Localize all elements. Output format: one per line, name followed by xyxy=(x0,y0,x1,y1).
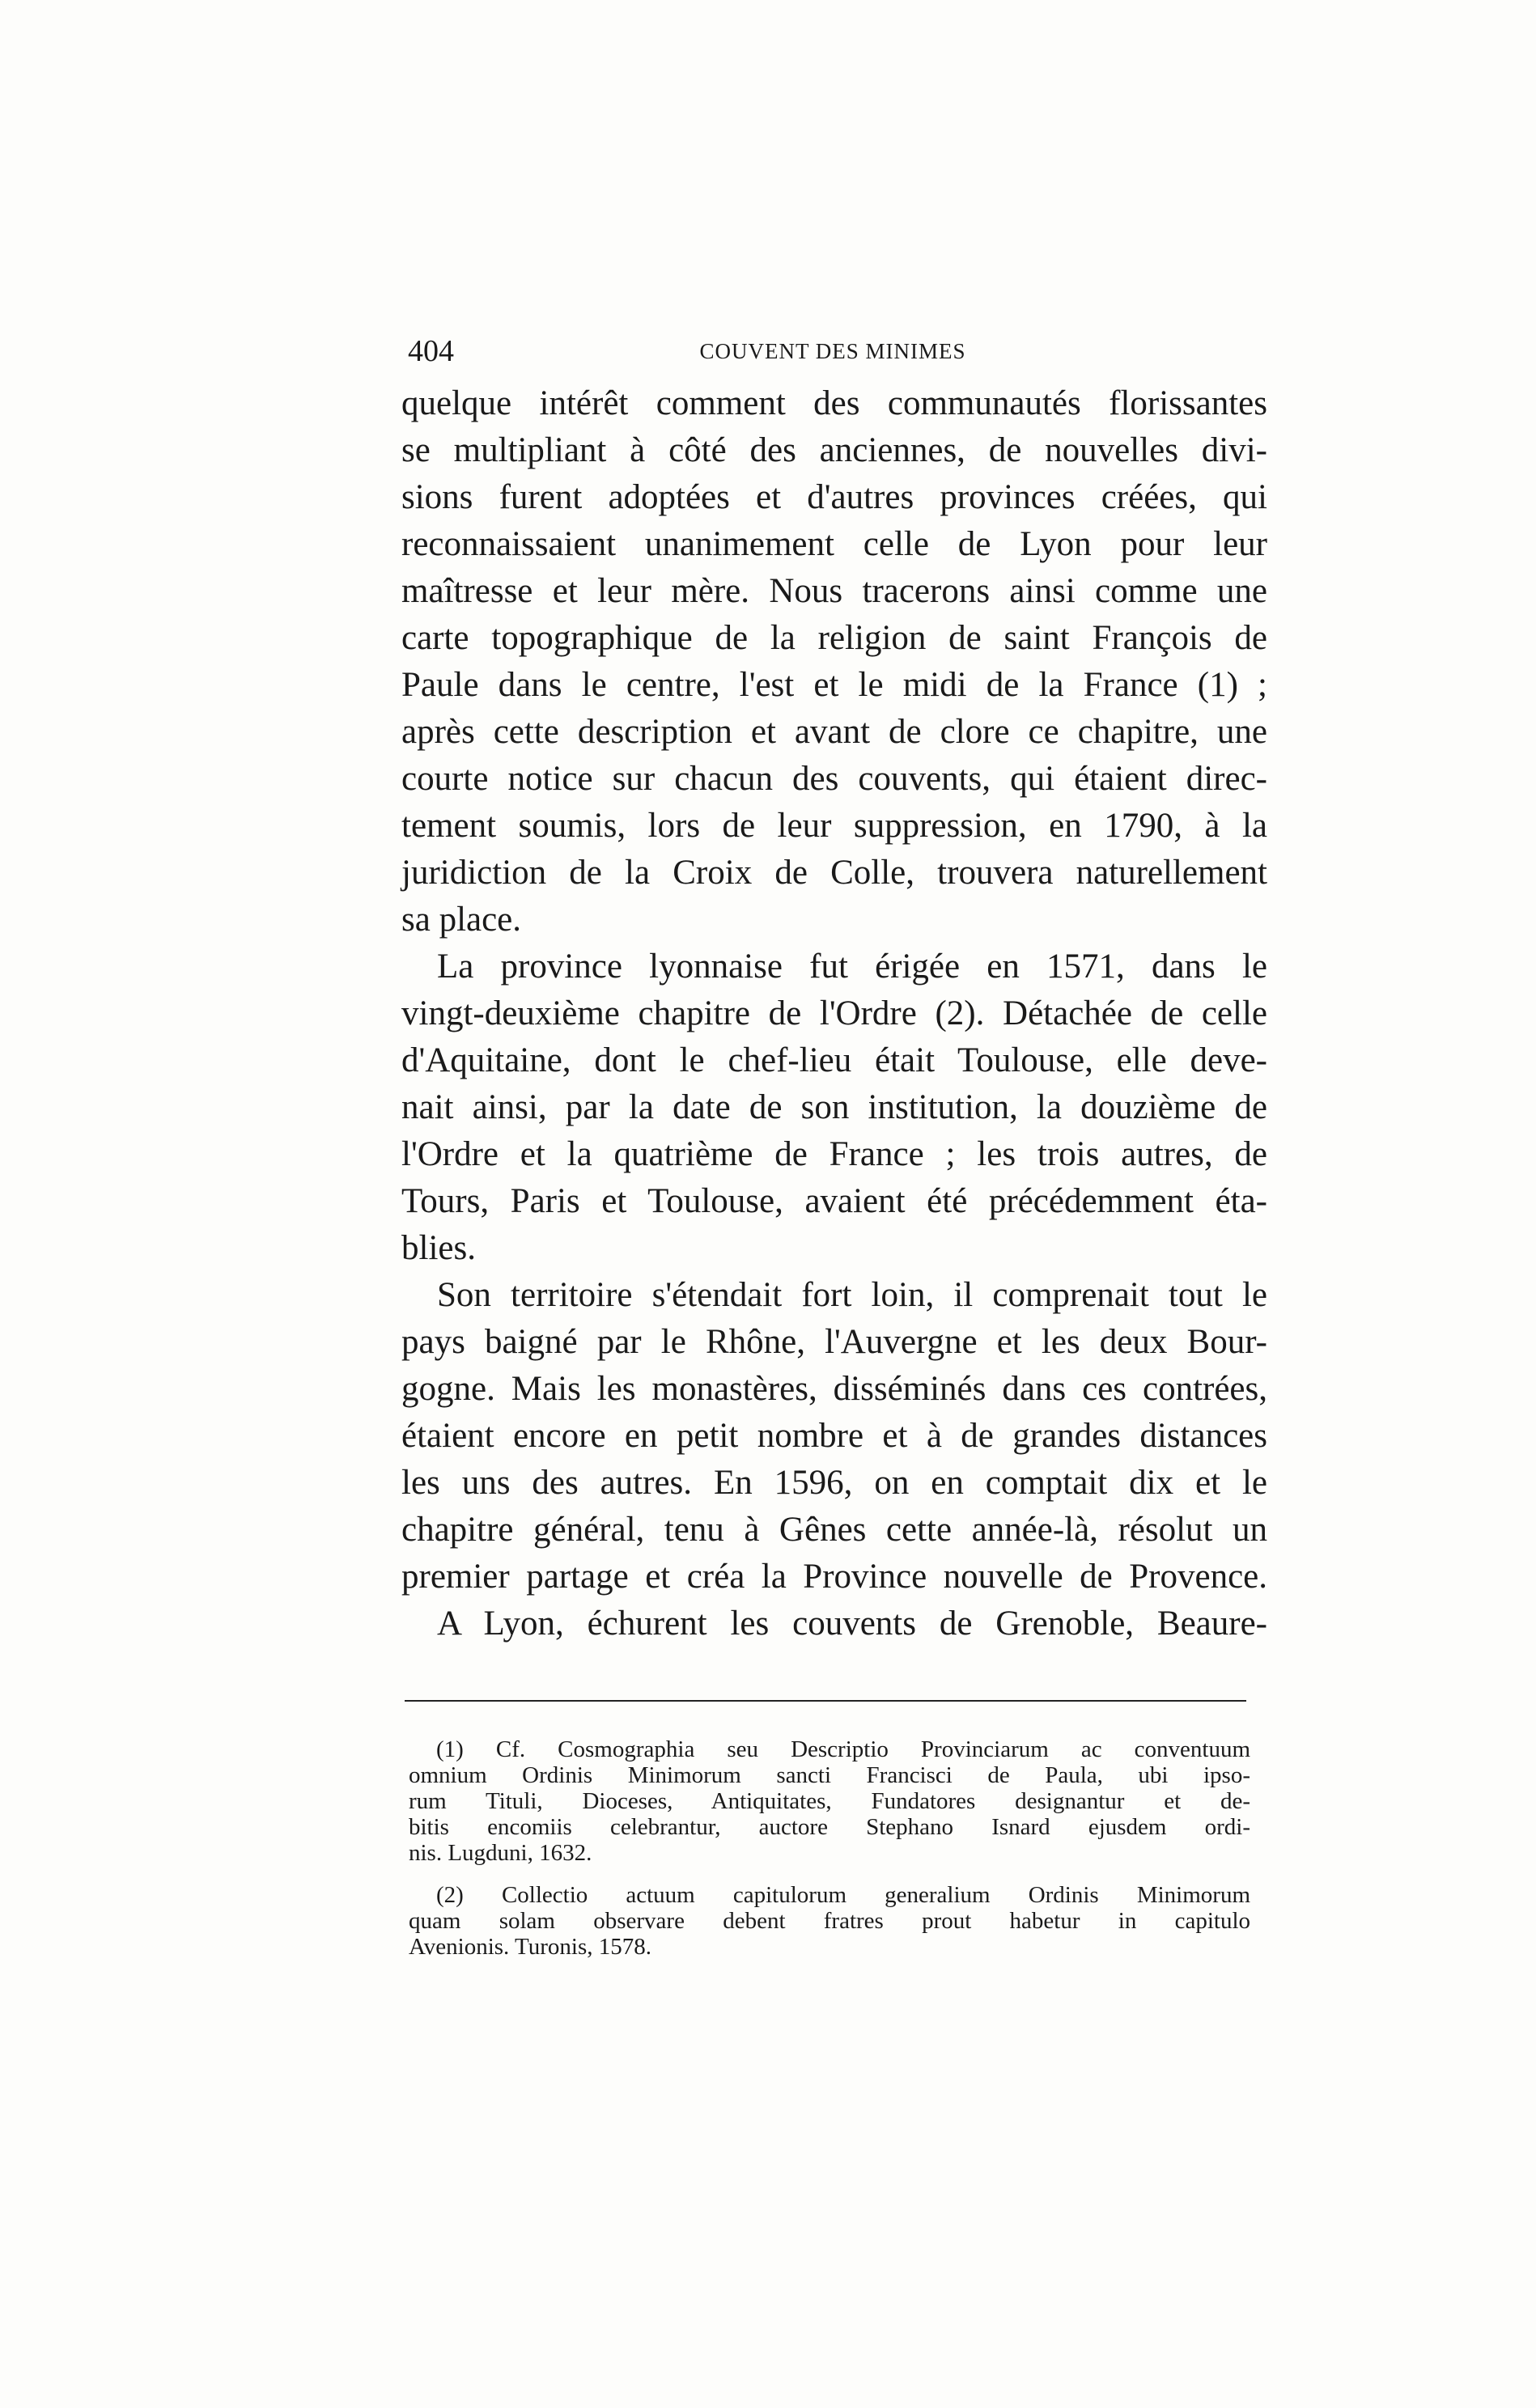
text-line: maîtresse et leur mère. Nous tracerons ainsi comme une xyxy=(401,572,1267,610)
text-line: juridiction de la Croix de Colle, trouvera naturellement xyxy=(401,854,1267,892)
page-header xyxy=(408,330,1258,372)
page-number: 404 xyxy=(408,334,454,368)
text-line: d'Aquitaine, dont le chef-lieu était Toulouse, elle deve- xyxy=(401,1041,1267,1079)
footnote-line: omnium Ordinis Minimorum sancti Francisci de Paula, ubi ipso- xyxy=(409,1762,1250,1788)
text-line: Tours, Paris et Toulouse, avaient été précédemment éta- xyxy=(401,1182,1267,1220)
footnote-line: (2) Collectio actuum capitulorum generalium Ordinis Minimorum xyxy=(436,1882,1250,1908)
text-line: pays baigné par le Rhône, l'Auvergne et les deux Bour- xyxy=(401,1323,1267,1361)
footnote-line: Avenionis. Turonis, 1578. xyxy=(409,1934,651,1960)
text-line: sa place. xyxy=(401,901,522,939)
text-line: se multipliant à côté des anciennes, de nouvelles divi- xyxy=(401,431,1267,469)
footnote-line: bitis encomiis celebrantur, auctore Stephano Isnard ejusdem ordi- xyxy=(409,1814,1250,1840)
text-line: A Lyon, échurent les couvents de Grenoble, Beaure- xyxy=(437,1605,1267,1643)
footnotes xyxy=(409,1736,1250,1960)
footnote-divider xyxy=(405,1700,1246,1702)
text-line: sions furent adoptées et d'autres provinces créées, qui xyxy=(401,478,1267,516)
running-title: COUVENT DES MINIMES xyxy=(699,339,966,363)
text-line: gogne. Mais les monastères, disséminés dans ces contrées, xyxy=(401,1370,1267,1408)
text-line: premier partage et créa la Province nouvelle de Provence. xyxy=(401,1558,1267,1596)
text-line: Paule dans le centre, l'est et le midi de la France (1) ; xyxy=(401,666,1267,704)
text-line: les uns des autres. En 1596, on en comptait dix et le xyxy=(401,1464,1267,1502)
text-line: tement soumis, lors de leur suppression, en 1790, à la xyxy=(401,807,1267,845)
text-line: nait ainsi, par la date de son institution, la douzième de xyxy=(401,1088,1267,1126)
footnote-line: (1) Cf. Cosmographia seu Descriptio Provinciarum ac conventuum xyxy=(436,1736,1250,1762)
text-line: chapitre général, tenu à Gênes cette année-là, résolut un xyxy=(401,1511,1267,1549)
text-line: vingt-deuxième chapitre de l'Ordre (2). Détachée de celle xyxy=(401,994,1267,1032)
text-line: blies. xyxy=(401,1229,476,1267)
text-line: courte notice sur chacun des couvents, qui étaient direc- xyxy=(401,760,1267,798)
text-line: carte topographique de la religion de saint François de xyxy=(401,619,1267,657)
body-text xyxy=(401,380,1267,1647)
footnote-line: rum Tituli, Dioceses, Antiquitates, Fundatores designantur et de- xyxy=(409,1788,1250,1814)
text-line: l'Ordre et la quatrième de France ; les trois autres, de xyxy=(401,1135,1267,1173)
text-line: reconnaissaient unanimement celle de Lyon pour leur xyxy=(401,525,1267,563)
footnote-line: nis. Lugduni, 1632. xyxy=(409,1840,592,1866)
text-line: quelque intérêt comment des communautés florissantes xyxy=(401,384,1267,422)
text-line: La province lyonnaise fut érigée en 1571, dans le xyxy=(437,948,1267,986)
text-line: étaient encore en petit nombre et à de grandes distances xyxy=(401,1417,1267,1455)
text-line: Son territoire s'étendait fort loin, il comprenait tout le xyxy=(437,1276,1267,1314)
text-line: après cette description et avant de clore ce chapitre, une xyxy=(401,713,1267,751)
footnote-line: quam solam observare debent fratres prout habetur in capitulo xyxy=(409,1908,1250,1934)
